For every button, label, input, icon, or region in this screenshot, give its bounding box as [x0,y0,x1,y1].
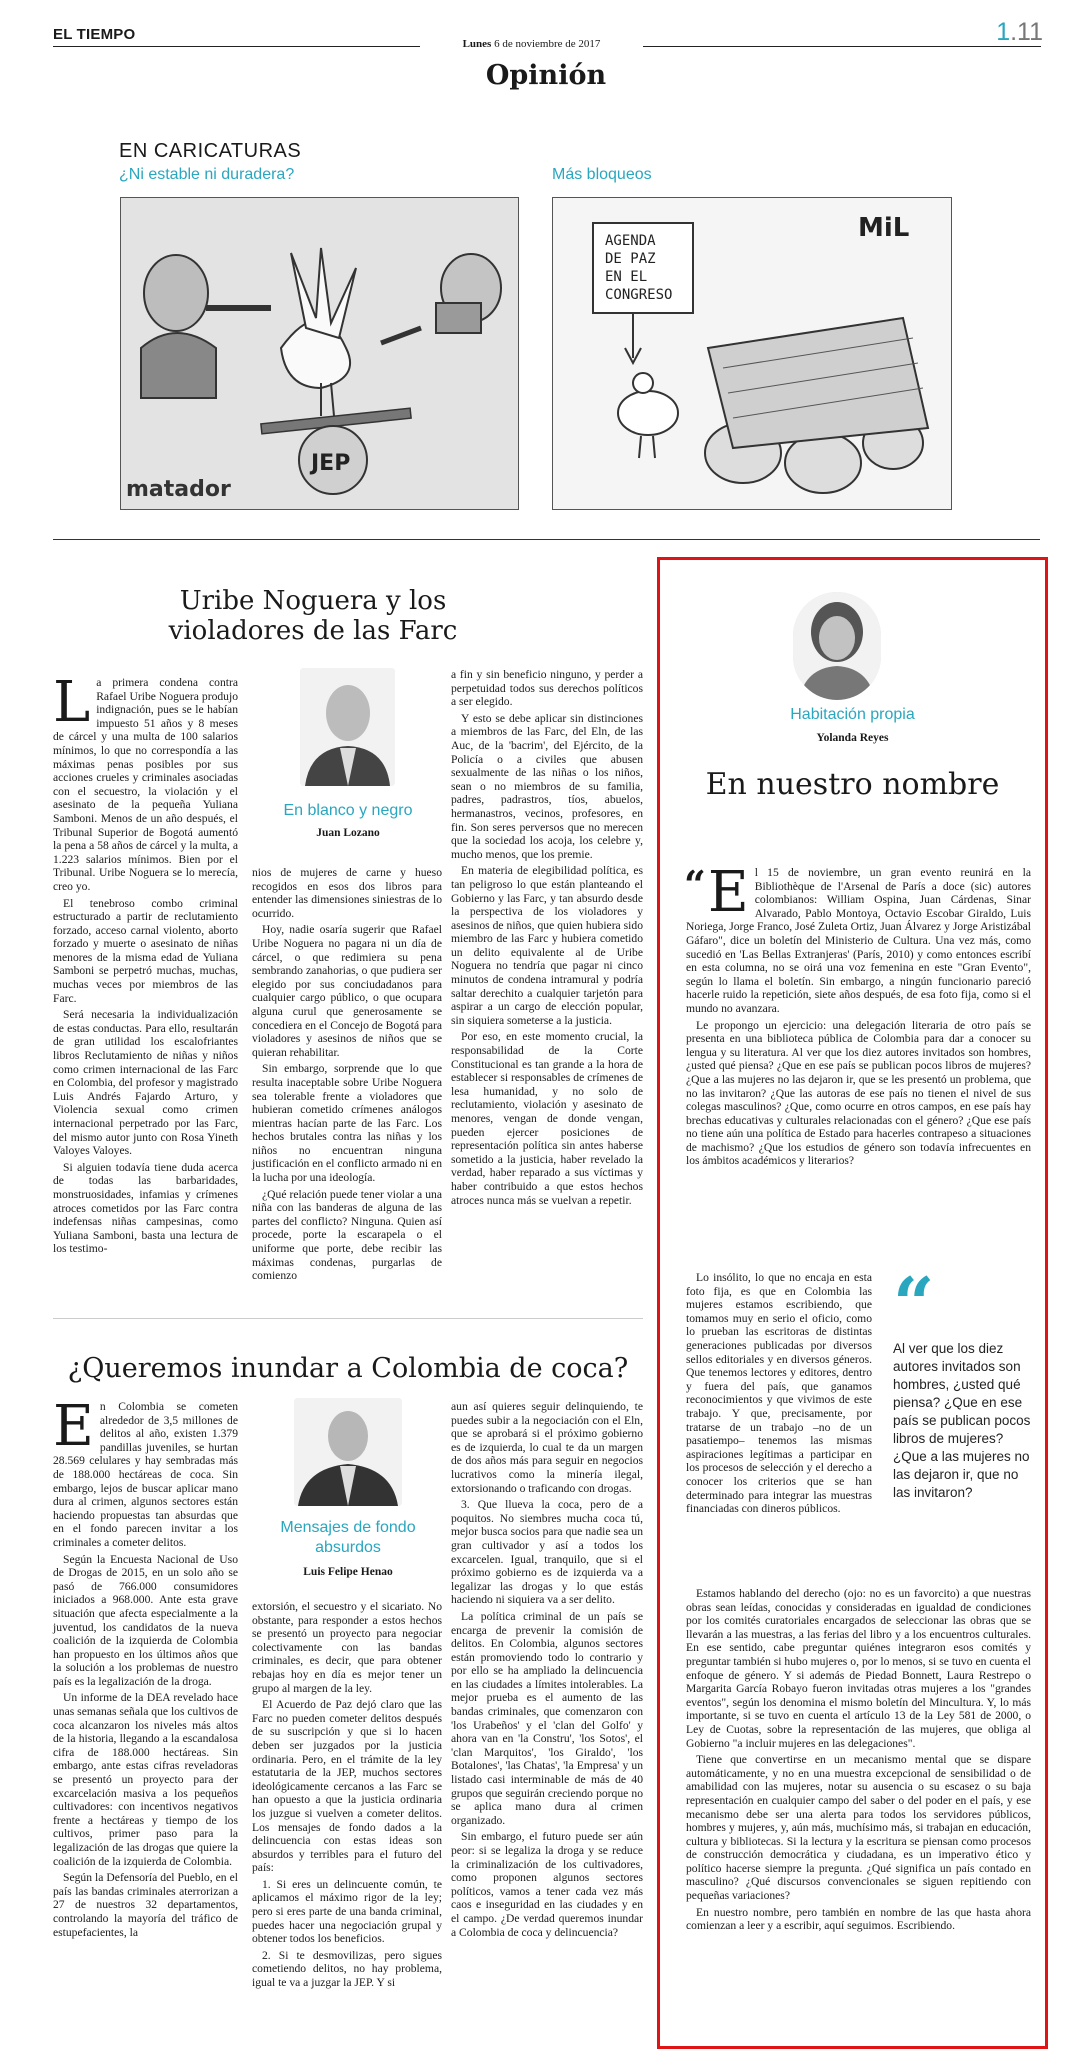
sign-line-1: AGENDA [605,233,656,249]
portrait-illustration [300,668,395,786]
article2-c3-p1: aun así quieres seguir delinquiendo, te puedes subir a la negociación con el Eln, que se aprobará si el próximo gobierno es de izquierda, lo cual te da un margen de dos años más para seguir en negocios lucrativos como la minería ilegal, extorsionando o traficando con drogas. [451,1400,643,1495]
date-day: Lunes [462,38,492,50]
issue-date [420,38,643,50]
article1-column-name: En blanco y negro [283,802,413,819]
cartoon2-illustration [553,198,951,509]
cartoon1-title: ¿Ni estable ni duradera? [119,166,295,183]
section-title: Opinión [485,60,607,91]
sign-line-3: EN EL [605,269,648,285]
pull-quote-text: Al ver que los diez autores invitados son hombres, ¿usted qué piensa? ¿Que en ese país se publican pocos libros de mujeres? ¿Que a las mujeres no las dejaron ir, que no las invitaron? [893,1341,1031,1500]
cartoon2-title: Más bloqueos [552,166,652,183]
article2-c3-p2: 3. Que llueva la coca, pero de a poquitos. No siembres mucha coca tú, mejor busca socios para que nadie sea un gran cultivador y así a todos los excarcelen. Igual, tranquilo, que si el próximo gobierno es de izquierda va a legalizar las drogas y lo que estás haciendo ni siquiera va a ser delito. [451,1498,643,1607]
pull-quote-mark: “ [893,1261,935,1346]
portrait-illustration [793,592,881,700]
article2-title: ¿Queremos inundar a Colombia de coca? [67,1353,629,1384]
sign-line-4: CONGRESO [605,287,673,303]
article1-c1-p1: a primera condena contra Rafael Uribe Noguera produjo indignación, pues se le habían impuesto 51 años y 8 meses de cárcel y una multa de 100 salarios mínimos, lo que no correspondía a las máximas penas posibles por sus acciones crueles y criminales asociadas con el secuestro, la violación y el asesinato de la pequeña Yuliana Samboni. Menos de un año después, el Tribunal Superior de Bogotá aumentó la pena a 58 años de cárcel y la multa, a 1.223 salarios mínimos. Bien por el Tribunal. Uribe Noguera se lo merecía, creo yo. [53,676,238,893]
yolanda-reyes-photo [793,592,881,700]
header-rule-right [643,46,1041,47]
article2-c2-p2: El Acuerdo de Paz dejó claro que las Farc no pueden cometer delitos después de su suscripción y que si lo hacen deben ser juzgados por la justicia ordinaria. Pero, en el trámite de la ley estatutaria de la JEP, muchos sectores ideológicamente cercanos a las Farc se han opuesto a que la justicia ordinaria los juzgue si vuelven a cometer delitos. Los mensajes de fondo dados a la delincuencia con estas ideas son absurdos y terribles para el futuro del país: [252,1698,442,1875]
cartoon1-signature: matador [126,477,231,502]
article1-c2-p4: ¿Qué relación puede tener violar a una niña con las banderas de alguna de las partes del conflicto? Ninguna. Quien así procede, porte la escarapela o el uniforme que porte, debe recibir las máximas condenas, purgarlas de comienzo [252,1187,442,1283]
article1-c1-p4: Si alguien todavía tiene duda acerca de todas las barbaridades, monstruosidades, infamias y crímenes atroces cometidos por las Farc contra indefensas niñas campesinas, como Yuliana Samboni, basta una lectura de los testimo- [53,1160,238,1256]
article2-column-1 [53,1394,238,1942]
article1-c3-p2: Y esto se debe aplicar sin distinciones a miembros de las Farc, del Eln, de las Auc, de la 'bacrim', del Ejército, de la Policía o a civiles que abusen sexualmente de las niñas o los niños, sean o no miembros de su familia, padres, padrastros, tíos, abuelos, hermanastros, vecinos, profesores, en fin. Son seres perversos que no merecen que la sociedad los acoja, los celebre y, mucho menos, que los premie. [451,711,643,861]
article2-author: Luis Felipe Henao [303,1566,393,1578]
section-divider [53,539,1040,540]
cartoon-peace-dove [120,197,519,510]
article2-c1-p3: Un informe de la DEA revelado hace unas semanas señala que los cultivos de coca alcanzaron los niveles más altos de la historia, llegando a la escandalosa cifra de 188.000 hectáreas. Sin embargo, ante estas cifras reveladoras se presentó un proyecto para der excarcelación masiva a los pequeños cultivadores: con incentivos negativos frente a hectáreas y tiempo de los cultivos, primer paso para la legalización de las drogas que quiere la coalición de la izquierda de Colombia. [53,1691,238,1868]
article3-p4: Estamos hablando del derecho (ojo: no es un favorcito) a que nuestras obras sean leídas, conocidas y consideradas en igualdad de condiciones por los comités curatoriales encargados de seleccionar las obras que se llevarán a las muestras, a las ferias del libro y a los encuentros culturales. En ese sentido, cabe preguntar quiénes integraron esos comités y preguntar también si hubo mujeres o, por lo menos, si se tuvo en cuenta el enfoque de género. Y si además de Piedad Bonnett, Laura Restrepo o Margarita García Robayo fueron invitadas otras mujeres a los "grandes eventos", según los denomina el mismo boletín del Mincultura. Y, lo más importante, si se tuvo en cuenta el artículo 13 de la Ley 581 de 2000, o Ley de Cuotas, sobre la representación de las mujeres, que obliga al Gobierno "a incluir mujeres en las delegaciones". [686,1587,1031,1750]
article3-p5: Tiene que convertirse en un mecanismo mental que se dispare automáticamente, y no en una muestra excepcional de sensibilidad o de amabilidad con las mujeres, notar su ausencia o su escasez o su baja representación en cualquier campo del saber o del poder en el país, y ese mecanismo debe ser una alerta para todos los servidores públicos, hombres y mujeres, y, aún más, muchísimo más, si trabajan en educación, cultura y bibliotecas. Si la lectura y la escritura se piensan como procesos de construcción democrática y ciudadana, es un imperativo ético y político hacerse siempre la pregunta. ¿Qué significa un país contado en masculino? ¿Qué discursos convencionales se siguen repitiendo con pequeñas variaciones? [686,1753,1031,1903]
article2-c3-p4: Sin embargo, el futuro puede ser aún peor: si se legaliza la droga y se reduce la criminalización de los cultivadores, como proponen algunos sectores políticos, vamos a tener cada vez más caos e inseguridad en las ciudades y en el campo. ¿De verdad queremos inundar a Colombia de coca y delincuencia? [451,1830,643,1939]
article2-column-name: Mensajes de fondo absurdos [280,1519,416,1556]
article3-open-quote: “ [684,862,706,907]
date-rest: 6 de noviembre de 2017 [491,38,601,50]
article1-c2-p1: nios de mujeres de carne y hueso recogidos en esos dos libros para entender las dimensiones siniestras de lo ocurrido. [252,866,442,920]
juan-lozano-photo [300,668,395,786]
page-number [995,18,1043,47]
article1-c1-p3: Será necesaria la individualización de estas conductas. Para ello, resultarán de gran utilidad los escalofriantes libros Reclutamiento de niñas y niños como crimen internacional de las Farc en Colombia, del profesor y magistrado Luis Andrés Fajardo Arturo, y Violencia sexual como crimen internacional perpetrado por las Farc, del mismo autor junto con Rosa Yineth Valoyes Valoyes. [53,1008,238,1158]
article1-column-1 [53,670,238,1259]
page-number-suffix: .11 [1010,18,1043,46]
cartoon2-signature: MiL [858,213,910,243]
sign-line-2: DE PAZ [605,251,656,267]
article2-c2-p4: 2. Si te desmovilizas, pero sigues cometiendo delitos, no hay problema, igual te va a juzgar la JEP. Y si [252,1948,442,1990]
caricaturas-heading: EN CARICATURAS [119,140,302,162]
article3-dropcap: E [707,860,749,925]
article2-c1-p2: Según la Encuesta Nacional de Uso de Drogas de 2015, en un solo año se pasó de 766.000 consumidores iniciados a 968.000. Ante esta grave situación que afecta especialmente a la juventud, los candidatos de la nueva coalición de la izquierda de Colombia han propuesto en los últimos años que la solución a los problemas de nuestro país es la legalización de la droga. [53,1552,238,1688]
article2-c3-p3: La política criminal de un país se encarga de prevenir la comisión de delitos. En Colombia, algunos sectores están promoviendo todo lo contrario y por ello se ha ampliado la delincuencia en las ciudades a límites intolerables. La mejor prueba es el aumento de las bandas criminales, que comenzaron con 'los Urabeños' y el 'clan del Golfo' y ahora van en 'la Constru', 'los Sotos', el 'clan Marquitos', 'los Giraldo', 'los Botalones', 'las Chatas', 'la Empresa' y un listado casi interminable de más de 40 grupos que seguirán creciendo porque no se aplica mano dura al crimen organizado. [451,1609,643,1827]
article1-c1-p2: El tenebroso combo criminal estructurado a partir de reclutamiento forzado, acceso carnal violento, aborto forzado y muerte o asesinato de niñas menores de la misma edad de Yuliana Samboni se perpetró muchas, muchas, muchas veces por miembros de las Farc. [53,896,238,1005]
article1-author: Juan Lozano [316,827,380,839]
article3-narrow-column [686,1271,872,1519]
article1-dropcap: L [53,670,91,735]
newspaper-logo: EL TIEMPO [53,26,136,43]
article2-column-3 [451,1400,643,1942]
article3-p1: l 15 de noviembre, un gran evento reunirá en la Bibliothèque de l'Arsenal de París a doce (sic) autores colombianos: William Ospina, Juan Cárdenas, Sinar Alvarado, Pablo Montoya, Octavio Escobar Giraldo, Luis Noriega, Jorge Franco, José Zuleta Ortiz, Juan Álvarez y Jorge Aristizábal Gáfaro", dice un boletín del Ministerio de Cultura. Una vez más, como sucedió en 'Las Bellas Extranjeras' (París, 2010) y como entonces escribí en esta columna, no se oirá una voz femenina en este "Gran Evento", según lo llama el boletín. Sin embargo, a ningún funcionario pareció hacerle ruido la repetición, siete años después, de esa foto fija, como si el mundo no avanzara. [686,866,1031,1015]
article2-column-2 [252,1600,442,1993]
article3-bottom [686,1587,1031,1936]
article2-c2-p3: 1. Si eres un delincuente común, te aplicamos el máximo rigor de la ley; pero si eres parte de una banda criminal, puedes hacer una negociación grupal y obtener todos los beneficios. [252,1877,442,1946]
cartoon1-seal-text: JEP [311,451,351,476]
article3-p3: Lo insólito, lo que no encaja en esta foto fija, es que en Colombia las mujeres estamos escribiendo, que tomamos muy en serio el oficio, como lo prueban las escritoras de distintas generaciones publicadas por diversos sellos editoriales y en diversos géneros. Que tenemos lectores y editores, dentro y fuera del país, que ganamos reconocimientos y que vivimos de este trabajo. Y que, precisamente, por tratarse de un trabajo –no de un pasatiempo– tenemos las mismas aspiraciones legítimas a participar en los procesos de selección y el derecho a conocer los criterios que se han determinado para integrar las muestras financiadas con dineros públicos. [686,1271,872,1516]
luis-felipe-henao-photo [294,1398,402,1506]
article3-p2: Le propongo un ejercicio: una delegación literaria de otro país se presenta en una biblioteca pública de Colombia para dar a conocer su lengua y su literatura. Al ver que los diez autores invitados son hombres, ¿usted qué piensa? ¿Que en ese país se publican pocos libros de mujeres? ¿Que a las mujeres no las dejaron ir, que se les presentó un problema, que no las invitaron? ¿Que las autoras de ese país no tienen el nivel de sus colegas masculinos? ¿Que, como ocurre en otros campos, en ese país hay brechas educativas y culturales relacionadas con el género? ¿Que ese país no tiene aún una política de Estado para hacerles contrapeso a situaciones de machismo? ¿Que los estudios de género son todavía infrecuentes en los ámbitos académicos y literarios? [686,1018,1031,1168]
article2-dropcap: E [53,1394,94,1459]
article2-c1-p4: Según la Defensoría del Pueblo, en el país las bandas criminales aterrorizan a 27 de nuestros 32 departamentos, controlando la mayoría del tráfico de estupefacientes, la [53,1871,238,1939]
article1-c3-p4: Por eso, en este momento crucial, la responsabilidad de la Corte Constitucional es tan grande a la hora de establecer si responsables de crímenes de lesa humanidad, y no solo de reclutamiento, violación y asesinato de menores, vengan de donde vengan, pueden ejercer posiciones de representación política sin antes haberse sometido a la justicia, haber revelado la verdad, haber reparado a sus víctimas y haber contribuido a que estos hechos atroces nunca más se vuelvan a repetir. [451,1030,643,1207]
header-rule-left [53,46,420,47]
cartoon-agenda-de-paz [552,197,952,510]
article1-c2-p2: Hoy, nadie osaría sugerir que Rafael Uribe Noguera no pagara ni un día de cárcel, o que redimiera su pena sembrando zanahorias, o que pudiera ser elegido por sus conciudadanos para cualquier cargo público, o que ocupara alguna curul que generosamente se concediera en el Concejo de Bogotá para violadores y asesinos de niños que se quieran rehabilitar. [252,923,442,1059]
article3-author: Yolanda Reyes [816,732,889,744]
article3-column-name: Habitación propia [790,706,915,723]
article1-c3-p1: a fin y sin beneficio ninguno, y perder a perpetuidad todos sus derechos políticos a ser elegido. [451,668,643,709]
article1-c3-p3: En materia de elegibilidad política, es tan peligroso lo que están planteando el Gobierno y las Farc, y tan absurdo desde la perspectiva de los violadores y asesinos de niños, que quien hubiera sido miembro de las Farc y hubiera cometido un delito equivalente al de Uribe Noguera no tendría que pagar ni cinco minutos de condena intramural y podría saltar derechito a cualquier tarjetón para aspirar a un cargo de elección popular, sin siquiera someterse a la justicia. [451,864,643,1027]
article1-c2-p3: Sin embargo, sorprende que lo que resulta inaceptable sobre Uribe Noguera sea tolerable frente a violadores que hubieran cometido crímenes análogos mientras hacían parte de las Farc. Los hechos brutales contra las niñas y los niños no encuentran ninguna justificación en el conflicto armado ni en la lucha por una ideología. [252,1062,442,1185]
article2-c2-p1: extorsión, el secuestro y el sicariato. No obstante, para responder a estos hechos se presentó un proyecto para negociar colectivamente con las bandas criminales, es decir, que para obtener rebajas hoy en día es mejor tener un grupo al margen de la ley. [252,1600,442,1695]
article1-title: Uribe Noguera y los violadores de las Farc [168,586,458,646]
article3-title: En nuestro nombre [705,767,1000,802]
article-separator [53,1318,643,1319]
article3-p6: En nuestro nombre, pero también en nombre de las que hasta ahora comienzan a leer y a escribir, aquí seguimos. Escribiendo. [686,1905,1031,1933]
article1-column-3 [451,668,643,1210]
article3-intro [684,860,1031,1171]
cartoon1-illustration [121,198,518,509]
article2-c1-p1: n Colombia se cometen alrededor de 3,5 millones de delitos al año, existen 1.379 pandillas juveniles, se hurtan 28.569 celulares y hay sembradas más de 188.000 hectáreas de coca. Sin embargo, lejos de buscar aplicar mano dura al crimen, algunos sectores están haciendo propuestas tan absurdas que en el fondo parecen invitar a los criminales a cometer delitos. [53,1400,238,1549]
pull-quote [893,1261,1033,1502]
article1-column-2 [252,866,442,1286]
page-number-prefix: 1 [996,18,1011,46]
portrait-illustration [294,1398,402,1506]
